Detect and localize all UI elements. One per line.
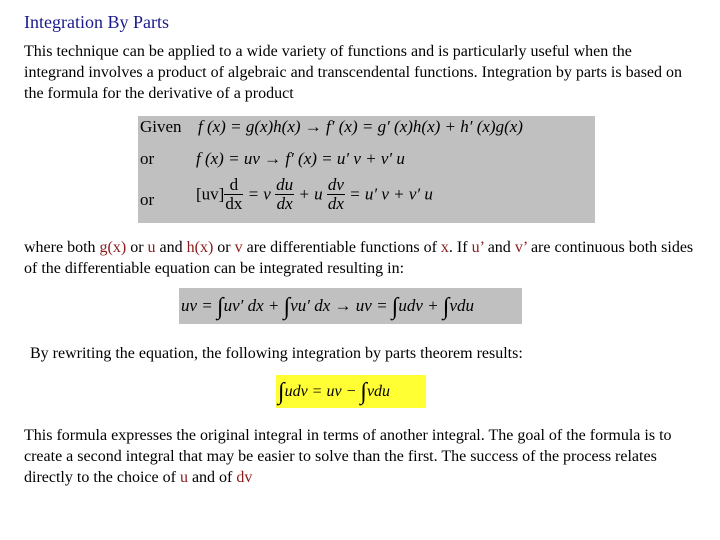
theorem-box <box>276 375 426 408</box>
gx-highlight: g(x) <box>99 239 127 256</box>
eq-term-3: udv + <box>398 296 439 315</box>
v-prime-highlight: v’ <box>514 239 527 256</box>
equals-v: = v <box>247 184 271 204</box>
theorem-term-1: udv = uv − <box>284 383 357 400</box>
du-dx-fraction <box>275 176 294 213</box>
given-label: Given <box>140 117 182 136</box>
uv-bracket: [uv] <box>196 184 225 204</box>
text: and <box>155 239 187 256</box>
integral-sign: ∫ <box>278 379 285 405</box>
eq-term-2: vu′ dx → uv = <box>290 296 388 315</box>
plus-u: + u <box>298 184 323 204</box>
text: or <box>213 239 235 256</box>
text: and <box>483 239 515 256</box>
text: . If <box>448 239 472 256</box>
page-title: Integration By Parts <box>24 12 169 32</box>
dx-denominator-3: dx <box>327 194 344 213</box>
d-dx-fraction <box>224 176 243 213</box>
product-rule-result: = u′ v + v′ u <box>349 184 433 204</box>
text: are differentiable functions of <box>242 239 441 256</box>
dv-dx-fraction <box>327 176 345 213</box>
dx-denominator: dx <box>225 194 243 213</box>
integral-sign: ∫ <box>217 294 224 320</box>
integral-sign: ∫ <box>360 379 367 405</box>
eq-term-1: uv′ dx + <box>223 296 280 315</box>
or-label-1: or <box>140 149 155 168</box>
d-numerator: d <box>224 176 243 195</box>
integral-sign: ∫ <box>391 294 399 320</box>
integral-sign: ∫ <box>283 294 291 320</box>
text: or <box>126 239 148 256</box>
text: are continuous both sides of the differentiable equation can be integrated resulting in: <box>24 239 694 277</box>
intro-paragraph: This technique can be applied to a wide variety of functions and is particularly useful when the integrand involves a product of algebraic and transcendental functions. Integration by parts is based on the formula for the derivative of a product <box>24 43 683 102</box>
u-prime-highlight: u’ <box>471 239 484 256</box>
paragraph-rewriting: By rewriting the equation, the following integration by parts theorem results: <box>30 345 523 362</box>
u-highlight: u <box>147 239 156 256</box>
theorem-term-2: vdu <box>366 383 391 400</box>
x-highlight: x <box>440 239 449 256</box>
text: where both <box>24 239 100 256</box>
dv-choice-highlight: dv <box>236 469 253 486</box>
formula-box <box>138 116 595 223</box>
or-label-2: or <box>140 190 155 209</box>
hx-highlight: h(x) <box>186 239 214 256</box>
dv-numerator: dv <box>327 175 344 194</box>
derivative-formula <box>196 176 433 213</box>
du-numerator: du <box>276 175 294 194</box>
integral-sign: ∫ <box>442 294 450 320</box>
paragraph-conclusion <box>24 425 694 488</box>
paragraph-differentiable <box>24 237 694 279</box>
u-choice-highlight: u <box>179 469 188 486</box>
text: and of <box>187 469 237 486</box>
dx-denominator-2: dx <box>276 194 293 213</box>
eq-lhs: uv = <box>181 296 213 315</box>
uv-formula: f (x) = uv → f′ (x) = u′ v + v′ u <box>196 149 405 168</box>
v-highlight: v <box>234 239 243 256</box>
given-formula: f (x) = g(x)h(x) → f′ (x) = g′ (x)h(x) + h′ (x)g(x) <box>198 117 523 136</box>
integrated-equation <box>179 288 522 324</box>
eq-term-4: vdu <box>449 296 475 315</box>
text: This formula expresses the original integral in terms of another integral. The goal of the formula is to create a second integral that may be easier to solve than the first. The success of the process relates directly to the choice of <box>24 427 672 486</box>
